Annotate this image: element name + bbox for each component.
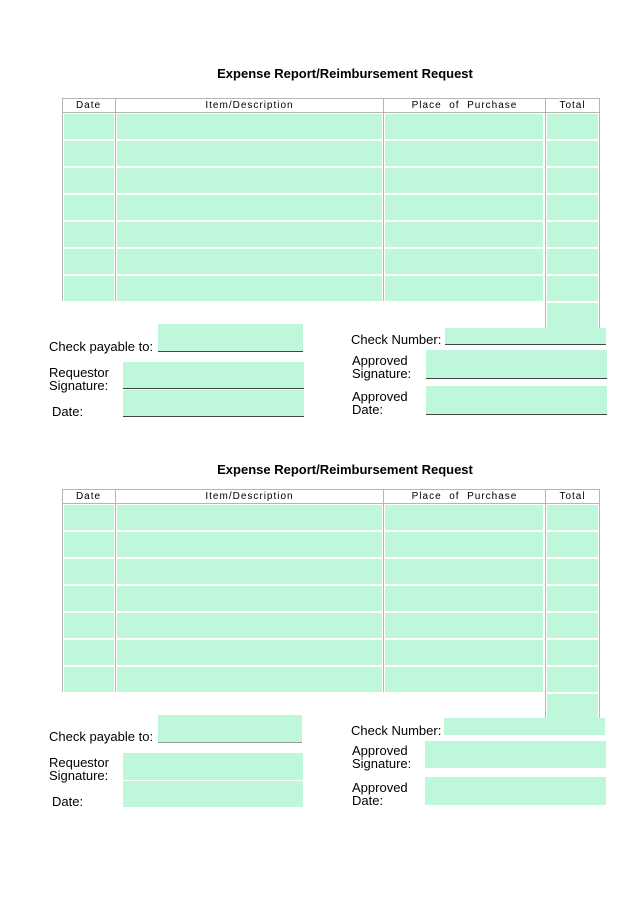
- grand-total-cell[interactable]: [547, 303, 598, 328]
- approved-sig-label-line2: Signature:: [352, 756, 412, 771]
- item-cell[interactable]: [117, 640, 382, 665]
- item-cell[interactable]: [117, 586, 382, 611]
- column-header-date: Date: [75, 100, 102, 111]
- item-cell[interactable]: [117, 276, 382, 301]
- item-cell[interactable]: [117, 532, 382, 557]
- total-cell[interactable]: [547, 114, 598, 139]
- check-payable-label: Check payable to:: [49, 339, 154, 354]
- item-cell[interactable]: [117, 505, 382, 530]
- place-cell[interactable]: [385, 141, 543, 166]
- requestor-label-line1: Requestor: [49, 365, 109, 380]
- total-cell[interactable]: [547, 640, 598, 665]
- approved-date-label-line1: Approved: [352, 780, 408, 795]
- approved-sig-label-line2: Signature:: [352, 366, 412, 381]
- place-cell[interactable]: [385, 667, 543, 692]
- date-cell[interactable]: [64, 195, 114, 220]
- form-title: Expense Report/Reimbursement Request: [217, 462, 473, 477]
- place-cell[interactable]: [385, 586, 543, 611]
- place-cell[interactable]: [385, 505, 543, 530]
- approved-date-field[interactable]: [425, 777, 606, 805]
- column-header-place: Place of Purchase: [411, 100, 518, 111]
- requestor-signature-label: [49, 756, 109, 782]
- check-payable-field[interactable]: [158, 715, 302, 742]
- total-cell[interactable]: [547, 586, 598, 611]
- place-cell[interactable]: [385, 640, 543, 665]
- total-cell[interactable]: [547, 222, 598, 247]
- date-label: Date:: [52, 794, 84, 809]
- column-header-place: Place of Purchase: [411, 491, 518, 502]
- item-cell[interactable]: [117, 168, 382, 193]
- check-payable-field[interactable]: [158, 324, 303, 351]
- date-cell[interactable]: [64, 586, 114, 611]
- expense-table: [62, 98, 600, 328]
- place-cell[interactable]: [385, 195, 543, 220]
- approved-date-label-line2: Date:: [352, 402, 384, 417]
- requestor-signature-field[interactable]: [123, 753, 303, 780]
- item-cell[interactable]: [117, 195, 382, 220]
- date-field[interactable]: [123, 390, 304, 416]
- total-cell[interactable]: [547, 505, 598, 530]
- total-cell[interactable]: [547, 249, 598, 274]
- approved-date-label-line2: Date:: [352, 793, 384, 808]
- date-cell[interactable]: [64, 532, 114, 557]
- approved-signature-field[interactable]: [425, 741, 606, 768]
- check-payable-label: Check payable to:: [49, 729, 154, 744]
- approved-date-label: [352, 390, 408, 416]
- place-cell[interactable]: [385, 249, 543, 274]
- approved-date-label: [352, 781, 408, 807]
- total-cell[interactable]: [547, 141, 598, 166]
- date-cell[interactable]: [64, 276, 114, 301]
- item-cell[interactable]: [117, 141, 382, 166]
- requestor-label-line1: Requestor: [49, 755, 109, 770]
- approved-sig-label-line1: Approved: [352, 353, 408, 368]
- total-cell[interactable]: [547, 532, 598, 557]
- date-cell[interactable]: [64, 114, 114, 139]
- grand-total-cell[interactable]: [547, 694, 598, 719]
- item-cell[interactable]: [117, 613, 382, 638]
- date-cell[interactable]: [64, 168, 114, 193]
- approved-sig-label-line1: Approved: [352, 743, 408, 758]
- requestor-signature-label: [49, 366, 109, 392]
- place-cell[interactable]: [385, 532, 543, 557]
- check-number-field[interactable]: [445, 328, 606, 344]
- date-cell[interactable]: [64, 141, 114, 166]
- expense-form-1: [0, 66, 640, 446]
- check-number-label: Check Number:: [351, 723, 442, 738]
- total-cell[interactable]: [547, 667, 598, 692]
- total-cell[interactable]: [547, 168, 598, 193]
- place-cell[interactable]: [385, 222, 543, 247]
- expense-table: [62, 489, 600, 719]
- date-cell[interactable]: [64, 640, 114, 665]
- date-cell[interactable]: [64, 249, 114, 274]
- expense-form-2: [0, 462, 640, 842]
- place-cell[interactable]: [385, 559, 543, 584]
- column-header-date: Date: [75, 491, 102, 502]
- place-cell[interactable]: [385, 613, 543, 638]
- place-cell[interactable]: [385, 276, 543, 301]
- check-number-label: Check Number:: [351, 332, 442, 347]
- column-header-item: Item/Description: [205, 491, 294, 502]
- date-label: Date:: [52, 404, 84, 419]
- form-title: Expense Report/Reimbursement Request: [217, 66, 473, 81]
- date-cell[interactable]: [64, 222, 114, 247]
- item-cell[interactable]: [117, 114, 382, 139]
- column-header-item: Item/Description: [205, 100, 294, 111]
- date-cell[interactable]: [64, 559, 114, 584]
- approved-signature-label: [352, 354, 411, 380]
- date-cell[interactable]: [64, 505, 114, 530]
- total-cell[interactable]: [547, 276, 598, 301]
- item-cell[interactable]: [117, 249, 382, 274]
- approved-signature-label: [352, 744, 411, 770]
- item-cell[interactable]: [117, 667, 382, 692]
- approved-date-label-line1: Approved: [352, 389, 408, 404]
- requestor-signature-field[interactable]: [123, 362, 304, 388]
- date-cell[interactable]: [64, 667, 114, 692]
- place-cell[interactable]: [385, 114, 543, 139]
- requestor-label-line2: Signature:: [49, 768, 109, 783]
- item-cell[interactable]: [117, 222, 382, 247]
- approved-date-field[interactable]: [426, 386, 607, 414]
- check-number-field[interactable]: [444, 718, 605, 735]
- approved-signature-field[interactable]: [426, 350, 607, 378]
- total-cell[interactable]: [547, 195, 598, 220]
- date-cell[interactable]: [64, 613, 114, 638]
- column-header-total: Total: [559, 100, 586, 111]
- requestor-label-line2: Signature:: [49, 378, 109, 393]
- date-field[interactable]: [123, 781, 303, 807]
- item-cell[interactable]: [117, 559, 382, 584]
- column-header-total: Total: [559, 491, 586, 502]
- total-cell[interactable]: [547, 559, 598, 584]
- total-cell[interactable]: [547, 613, 598, 638]
- place-cell[interactable]: [385, 168, 543, 193]
